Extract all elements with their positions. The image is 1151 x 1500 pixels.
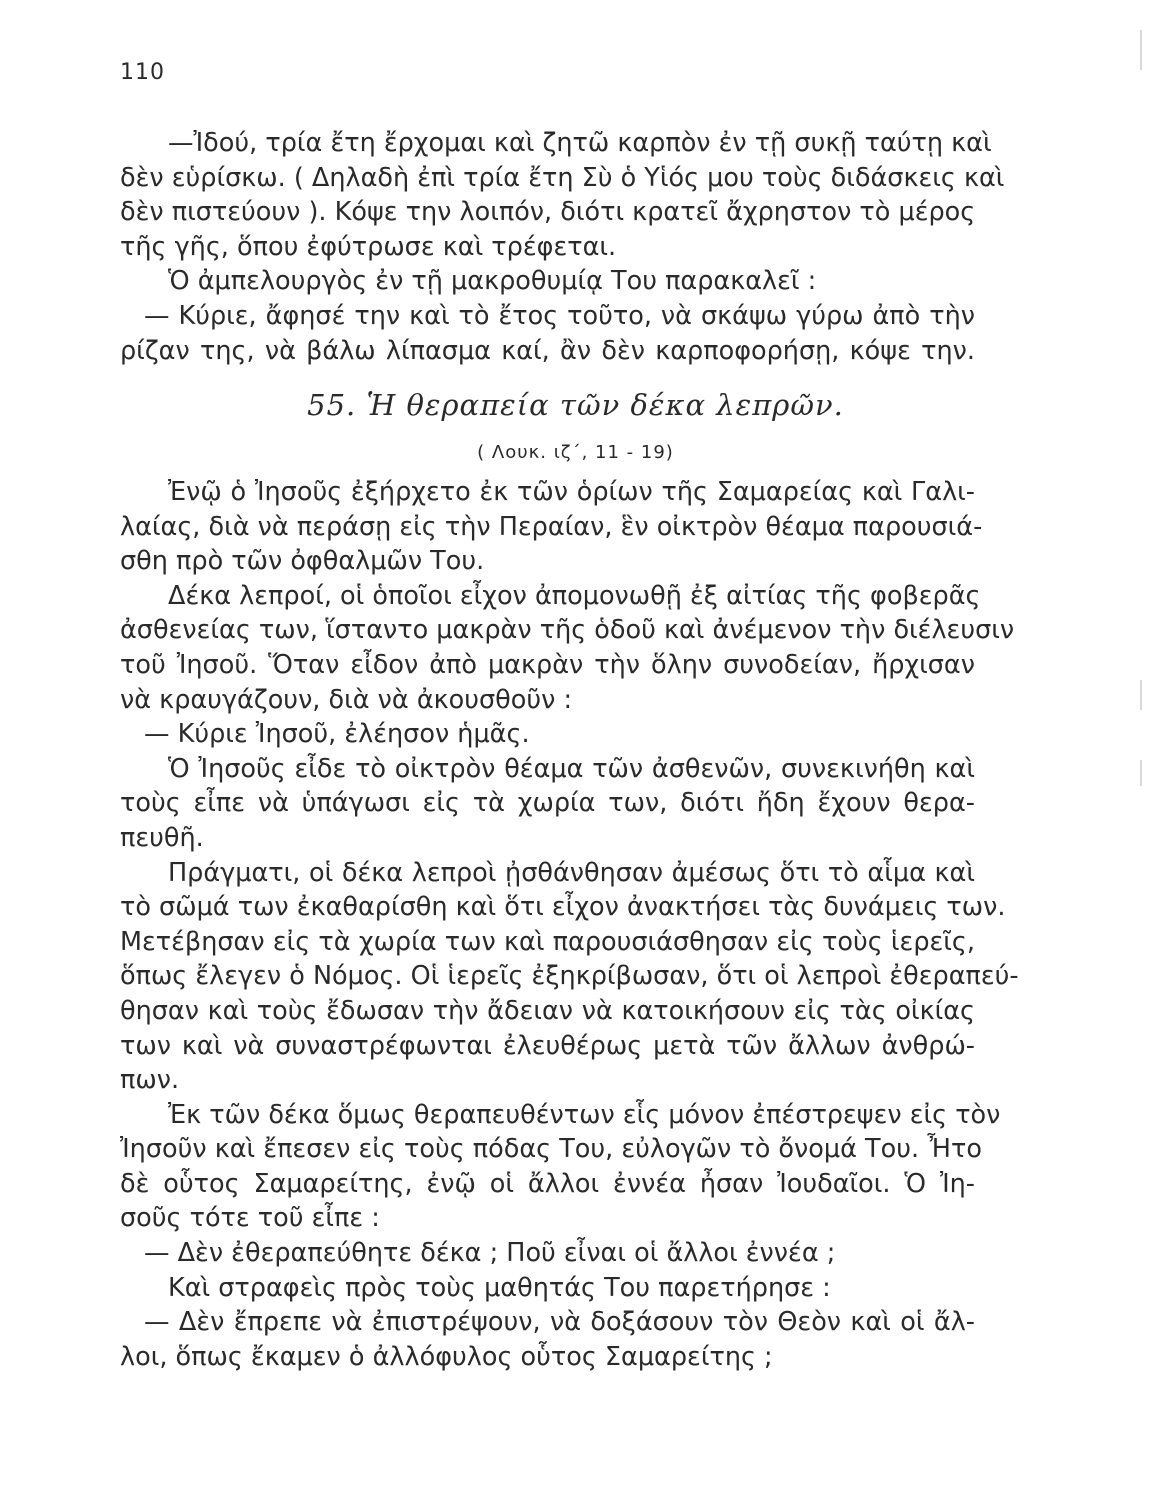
text-line: Ἐνῷ ὁ Ἰησοῦς ἐξήρχετο ἐκ τῶν ὁρίων τῆς Σαμαρείας καὶ Γαλι-	[168, 477, 975, 507]
text-line: των καὶ νὰ συναστρέφωνται ἐλευθέρως μετὰ τῶν ἄλλων ἀνθρώ-	[120, 1030, 975, 1061]
text-line: Ἰησοῦν καὶ ἔπεσεν εἰς τοὺς πόδας Του, εὐλογῶν τὸ ὄνομά Του. Ἦτο	[120, 1134, 982, 1165]
text-line: δὲ οὗτος Σαμαρείτης, ἐνῷ οἱ ἄλλοι ἐννέα ἦσαν Ἰουδαῖοι. Ὁ Ἰη-	[120, 1168, 975, 1199]
text-line: Ὁ ἀμπελουργὸς ἐν τῇ μακροθυμίᾳ Του παρακαλεῖ :	[168, 266, 817, 297]
text-line: σοῦς τότε τοῦ εἶπε :	[120, 1203, 380, 1234]
text-line: λοι, ὅπως ἔκαμεν ὁ ἀλλόφυλος οὗτος Σαμαρείτης ;	[120, 1341, 773, 1372]
text-line: τοῦ Ἰησοῦ. Ὅταν εἶδον ἀπὸ μακρὰν τὴν ὅλην συνοδείαν, ἤρχισαν	[120, 649, 975, 680]
text-line: Πράγματι, οἱ δέκα λεπροὶ ᾐσθάνθησαν ἀμέσως ὅτι τὸ αἷμα καὶ	[168, 857, 975, 888]
paragraph	[120, 1236, 975, 1271]
text-line: Ὁ Ἰησοῦς εἶδε τὸ οἰκτρὸν θέαμα τῶν ἀσθενῶν, συνεκινήθη καὶ	[168, 753, 975, 784]
text-line: Δέκα λεπροί, οἱ ὁποῖοι εἶχον ἀπομονωθῇ ἐξ αἰτίας τῆς φοβερᾶς	[168, 580, 981, 611]
text-line: δὲν πιστεύουν ). Κόψε την λοιπόν, διότι κρατεῖ ἄχρηστον τὸ μέρος	[120, 197, 976, 228]
text-line: — Δὲν ἔπρεπε νὰ ἐπιστρέψουν, νὰ δοξάσουν τὸν Θεὸν καὶ οἱ ἄλ-	[144, 1307, 975, 1338]
paragraph	[120, 856, 1019, 1098]
paragraph	[120, 1305, 975, 1374]
paragraph	[120, 1098, 1001, 1236]
text-line: Ἐκ τῶν δέκα ὅμως θεραπευθέντων εἷς μόνον ἐπέστρεψεν εἰς τὸν	[168, 1099, 1001, 1130]
text-line: — Δὲν ἐθεραπεύθητε δέκα ; Ποῦ εἶναι οἱ ἄλλοι ἐννέα ;	[144, 1238, 836, 1269]
text-line: Καὶ στραφεὶς πρὸς τοὺς μαθητάς Του παρετήρησε :	[168, 1272, 831, 1303]
text-line: ρίζαν της, νὰ βάλω λίπασμα καί, ἂν δὲν καρποφορήσῃ, κόψε την.	[120, 335, 975, 366]
text-line: —Ἰδού, τρία ἔτη ἔρχομαι καὶ ζητῶ καρπὸν ἐν τῇ συκῇ ταύτῃ καὶ	[168, 128, 992, 158]
paragraph	[120, 717, 975, 752]
paragraph	[120, 299, 975, 368]
text-line: τῆς γῆς, ὅπου ἐφύτρωσε καὶ τρέφεται.	[120, 231, 617, 262]
paragraph	[120, 1271, 975, 1306]
section-body	[120, 475, 1019, 1374]
paragraph	[120, 579, 1015, 717]
scan-edge-mark	[1140, 30, 1142, 70]
continuation-text	[120, 126, 1005, 368]
text-line: λαίας, διὰ νὰ περάσῃ εἰς τὴν Περαίαν, ἓν οἰκτρὸν θέαμα παρουσιά-	[120, 511, 983, 542]
paragraph	[120, 475, 983, 579]
text-line: πευθῆ.	[120, 822, 204, 853]
text-line: ὅπως ἔλεγεν ὁ Νόμος. Οἱ ἱερεῖς ἐξηκρίβωσαν, ὅτι οἱ λεπροὶ ἐθεραπεύ-	[120, 961, 1019, 992]
text-line: πων.	[120, 1065, 180, 1096]
text-line: — Κύριε Ἰησοῦ, ἐλέησον ἡμᾶς.	[144, 719, 530, 750]
paragraph	[120, 126, 1005, 264]
page-number: 110	[120, 60, 165, 85]
text-line: νὰ κραυγάζουν, διὰ νὰ ἀκουσθοῦν :	[120, 684, 573, 715]
text-line: τοὺς εἶπε νὰ ὑπάγωσι εἰς τὰ χωρία των, διότι ἤδη ἔχουν θερα-	[120, 788, 975, 819]
text-line: θησαν καὶ τοὺς ἔδωσαν τὴν ἄδειαν νὰ κατοικήσουν εἰς τὰς οἰκίας	[120, 995, 975, 1026]
paragraph	[120, 264, 975, 299]
section-reference: ( Λουκ. ιζ΄, 11 - 19)	[477, 442, 674, 463]
text-line: ἀσθενείας των, ἵσταντο μακρὰν τῆς ὁδοῦ καὶ ἀνέμενον τὴν διέλευσιν	[120, 615, 1015, 646]
scan-edge-mark	[1140, 680, 1142, 710]
paragraph	[120, 752, 975, 856]
text-line: σθη πρὸ τῶν ὀφθαλμῶν Του.	[120, 546, 485, 577]
scan-edge-mark	[1140, 760, 1142, 786]
text-line: — Κύριε, ἄφησέ την καὶ τὸ ἔτος τοῦτο, νὰ σκάψω γύρω ἀπὸ τὴν	[144, 300, 975, 331]
text-line: τὸ σῶμά των ἐκαθαρίσθη καὶ ὅτι εἶχον ἀνακτήσει τὰς δυνάμεις των.	[120, 892, 1006, 923]
text-line: δὲν εὑρίσκω. ( Δηλαδὴ ἐπὶ τρία ἔτη Σὺ ὁ Υἱός μου τοὺς διδάσκεις καὶ	[120, 162, 1005, 193]
section-title: 55. Ἡ θεραπεία τῶν δέκα λεπρῶν.	[307, 388, 844, 422]
text-line: Μετέβησαν εἰς τὰ χωρία των καὶ παρουσιάσθησαν εἰς τοὺς ἱερεῖς,	[120, 926, 975, 957]
